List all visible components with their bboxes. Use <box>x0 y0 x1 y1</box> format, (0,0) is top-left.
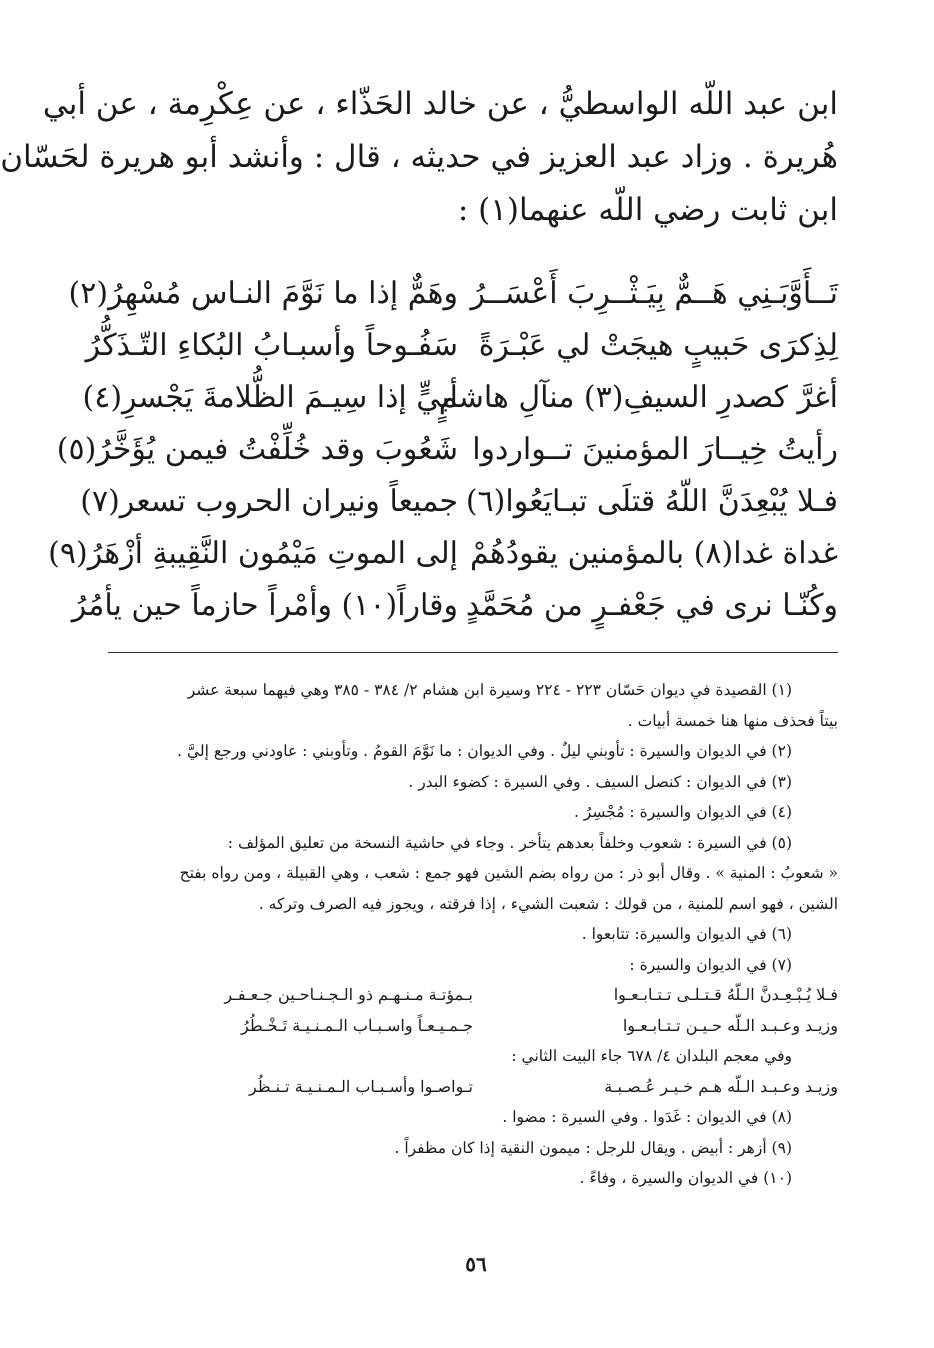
footnotes <box>108 675 838 1194</box>
footnote-10: (١٠) في الديوان والسيرة ، وفاءً . <box>579 1169 792 1187</box>
intro-line: ابن ثابت رضي اللّه عنهما(١) : <box>457 192 838 228</box>
verse-first-hemistich: أغرَّ كصدرِ السيفِ(٣) منآلِ هاشمٍ <box>438 380 838 415</box>
poem-verse <box>80 476 838 528</box>
verse-first-hemistich: غداة غدا(٨) بالمؤمنين يقودُهُمْ <box>469 536 838 571</box>
footnote-verse-first: وزيـد وعـبـد الـلّه هـم خـيـر عُـصـبـة <box>604 1076 838 1096</box>
verse-first-hemistich: تَــأَوَّبَـنِي هَــمٌّ بِيَـثْــرِبَ أَعْسَــرُ <box>470 276 838 311</box>
poem <box>48 268 838 632</box>
footnote-4: (٤) في الديوان والسيرة : مُجْسِرُ . <box>573 803 792 821</box>
page-number: ٥٦ <box>465 1252 487 1276</box>
footnote-3: (٣) في الديوان : كنصل السيف . وفي السيرة : كضوء البدر . <box>408 772 792 791</box>
poem-verse <box>85 320 838 372</box>
footnote-7-cont: وفي معجم البلدان ٤/ ٦٧٨ جاء البيت الثاني : <box>511 1047 792 1065</box>
footnote-separator <box>108 652 838 653</box>
verse-second-hemistich: إلى الموتِ مَيْمُون النَّقِيبةِ أزْهَرُ(٩) <box>48 536 458 571</box>
footnote-7: (٧) في الديوان والسيرة : <box>629 955 792 974</box>
footnote-verse-second: جـمـيـعـاً واسـبـاب الـمـنـيـة تَـخْـطُرُ <box>241 1015 473 1035</box>
verse-first-hemistich: وكُنّـا نرى في جَعْفـرٍ من مُحَمَّدٍ <box>465 588 838 623</box>
footnote-6: (٦) في الديوان والسيرة: تتابعوا . <box>581 925 792 943</box>
footnote-verse-second: بـمؤتـة مـنـهـم ذو الـجـنـاحـين جـعـفـر <box>224 985 473 1004</box>
footnote-7-verse <box>108 1072 838 1103</box>
footnote-5: (٥) في السيرة : شعوب وخلفاً بعدهم يتأخر . وجاء في حاشية النسخة من تعليق المؤلف : <box>227 833 792 852</box>
poem-verse <box>56 424 838 476</box>
verse-second-hemistich: شَعُوبَ وقد خُلِّفْتُ فيمن يُؤَخَّرُ(٥) <box>56 432 458 467</box>
footnote-7-verse <box>108 1011 838 1042</box>
footnote-verse-first: وزيـد وعـبـد الـلّه حـيـن تـتـابـعـوا <box>622 1015 838 1035</box>
verse-first-hemistich: فـلا يُبْعِدَنَّ اللّهُ قتلَى تبـايَعُوا(٦) <box>465 484 838 519</box>
verse-first-hemistich: لِذِكرَى حَبيبٍ هيجَتْ لي عَبْـرَةً <box>478 328 838 363</box>
intro-line: هُريرة . وزاد عبد العزيز في حديثه ، قال : وأنشد أبو هريرة لحَسّان <box>0 139 838 175</box>
footnote-verse-first: فـلا يُـبْـعِـدنَّ الـلّهُ قـتـلـى تـتـابـعـوا <box>613 985 838 1004</box>
footnote-1-cont: بيتاً فحذف منها هنا خمسة أبيات . <box>627 711 838 730</box>
verse-first-hemistich: رأيتُ خِيــارَ المؤمنينَ تــواردوا <box>472 432 838 467</box>
verse-second-hemistich: أبيٍّ إذا سِيـمَ الظُّلامةَ يَجْسرِ(٤) <box>82 380 458 415</box>
footnote-5-cont: « شعوبُ : المنية » . وقال أبو ذر : من رواه بضم الشين فهو جمع : شعب ، وهي القبيلة ، ومن رواه بفتح <box>179 864 838 882</box>
poem-verse <box>68 268 838 320</box>
footnote-9: (٩) أزهر : أبيض . ويقال للرجل : ميمون النقية إذا كان مظفراً . <box>394 1138 792 1157</box>
footnote-1: (١) القصيدة في ديوان حَسّان ٢٢٣ - ٢٢٤ وسيرة ابن هشام ٢/ ٣٨٤ - ٣٨٥ وهي فيهما سبعة عشر <box>187 681 792 699</box>
verse-second-hemistich: وقاراً(١٠) وأمْراً حازماً حين يأمُرُ <box>71 588 458 623</box>
intro-line: ابن عبد اللّه الواسطيُّ ، عن خالد الحَذّاء ، عن عِكْرِمة ، عن أبي <box>42 86 838 122</box>
verse-second-hemistich: جميعاً ونيران الحروب تسعر(٧) <box>80 484 458 519</box>
poem-verse <box>82 372 838 424</box>
footnote-7-verse <box>108 980 838 1011</box>
intro-paragraph <box>0 78 838 237</box>
footnote-8: (٨) في الديوان : غَدَوا . وفي السيرة : مضوا . <box>502 1108 792 1126</box>
poem-verse <box>71 580 838 632</box>
footnote-2: (٢) في الديوان والسيرة : تأوبني ليلٌ . وفي الديوان : ما نَوَّمَ القومُ . وتأوبني : عاودني ورجع إليَّ . <box>177 742 792 760</box>
verse-second-hemistich: وهَمٌّ إذا ما نَوَّمَ النـاس مُسْهِرُ(٢) <box>68 276 458 311</box>
footnote-5-cont: الشين ، فهو اسم للمنية ، من قولك : شعبت الشيء ، إذا فرقته ، ويجوز فيه الصرف وتركه . <box>258 894 838 913</box>
footnote-verse-second: تـواصـوا وأسـبـاب الـمـنـيـة تـنـظُر <box>249 1076 473 1096</box>
poem-verse <box>48 528 838 580</box>
verse-second-hemistich: سَفُـوحاً وأسبـابُ البُكاءِ التّـذَكُّرُ <box>85 328 458 363</box>
